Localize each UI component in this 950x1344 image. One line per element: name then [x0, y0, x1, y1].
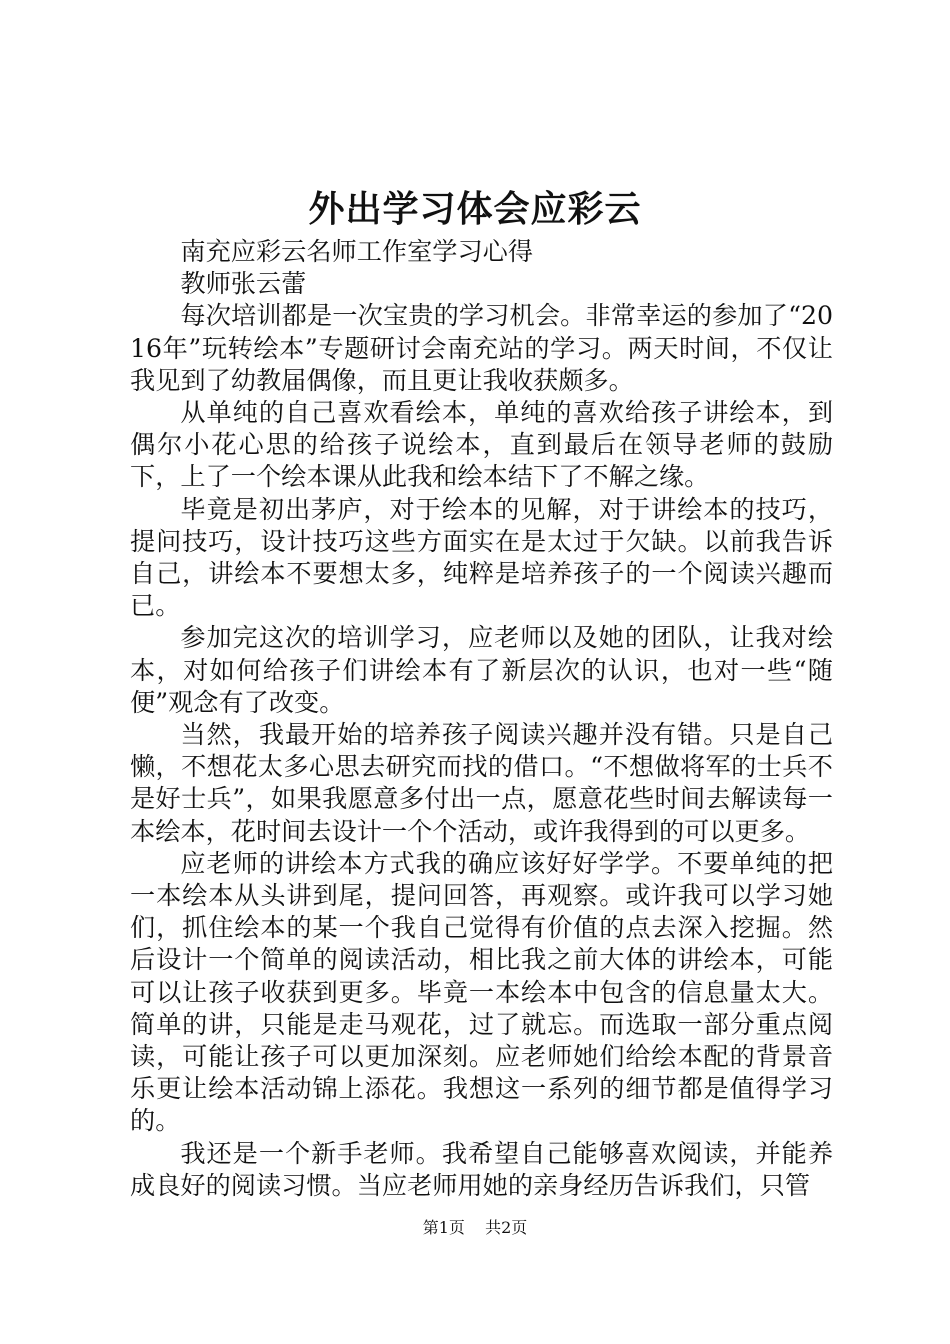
page-number: 第1页 — [422, 1218, 465, 1237]
paragraph-1: 每次培训都是一次宝贵的学习机会。非常幸运的参加了“2016年”玩转绘本”专题研讨会南充站的学习。两天时间，不仅让我见到了幼教届偶像，而且更让我收获颇多。 — [130, 301, 833, 395]
paragraph-5: 当然，我最开始的培养孩子阅读兴趣并没有错。只是自己懒，不想花太多心思去研究而找的借口。“不想做将军的士兵不是好士兵”，如果我愿意多付出一点，愿意花些时间去解读每一本绘本，花时间去设计一个个活动，或许我得到的可以更多。 — [130, 720, 833, 846]
document-title: 外出学习体会应彩云 — [308, 188, 642, 230]
page-total: 共2页 — [485, 1218, 528, 1237]
document-body — [130, 236, 833, 1202]
paragraph-6: 应老师的讲绘本方式我的确应该好好学学。不要单纯的把一本绘本从头讲到尾，提问回答，再观察。或许我可以学习她们，抓住绘本的某一个我自己觉得有价值的点去深入挖掘。然后设计一个简单的阅读活动，相比我之前大体的讲绘本，可能可以让孩子收获到更多。毕竟一本绘本中包含的信息量太大。简单的讲，只能是走马观花，过了就忘。而选取一部分重点阅读，可能让孩子可以更加深刻。应老师她们给绘本配的背景音乐更让绘本活动锦上添花。我想这一系列的细节都是值得学习的。 — [130, 848, 833, 1136]
paragraph-2: 从单纯的自己喜欢看绘本，单纯的喜欢给孩子讲绘本，到偶尔小花心思的给孩子说绘本，直到最后在领导老师的鼓励下，上了一个绘本课从此我和绘本结下了不解之缘。 — [130, 398, 833, 492]
paragraph-3: 毕竟是初出茅庐，对于绘本的见解，对于讲绘本的技巧，提问技巧，设计技巧这些方面实在是太过于欠缺。以前我告诉自己，讲绘本不要想太多，纯粹是培养孩子的一个阅读兴趣而已。 — [130, 494, 833, 621]
paragraph-7: 我还是一个新手老师。我希望自己能够喜欢阅读，并能养成良好的阅读习惯。当应老师用她的亲身经历告诉我们，只管 — [130, 1138, 833, 1200]
paragraph-4: 参加完这次的培训学习，应老师以及她的团队，让我对绘本，对如何给孩子们讲绘本有了新层次的认识，也对一些“随便”观念有了改变。 — [130, 623, 833, 717]
subtitle-workshop: 南充应彩云名师工作室学习心得 — [180, 237, 534, 266]
subtitle-author: 教师张云蕾 — [180, 269, 307, 299]
page-footer — [0, 1216, 950, 1240]
